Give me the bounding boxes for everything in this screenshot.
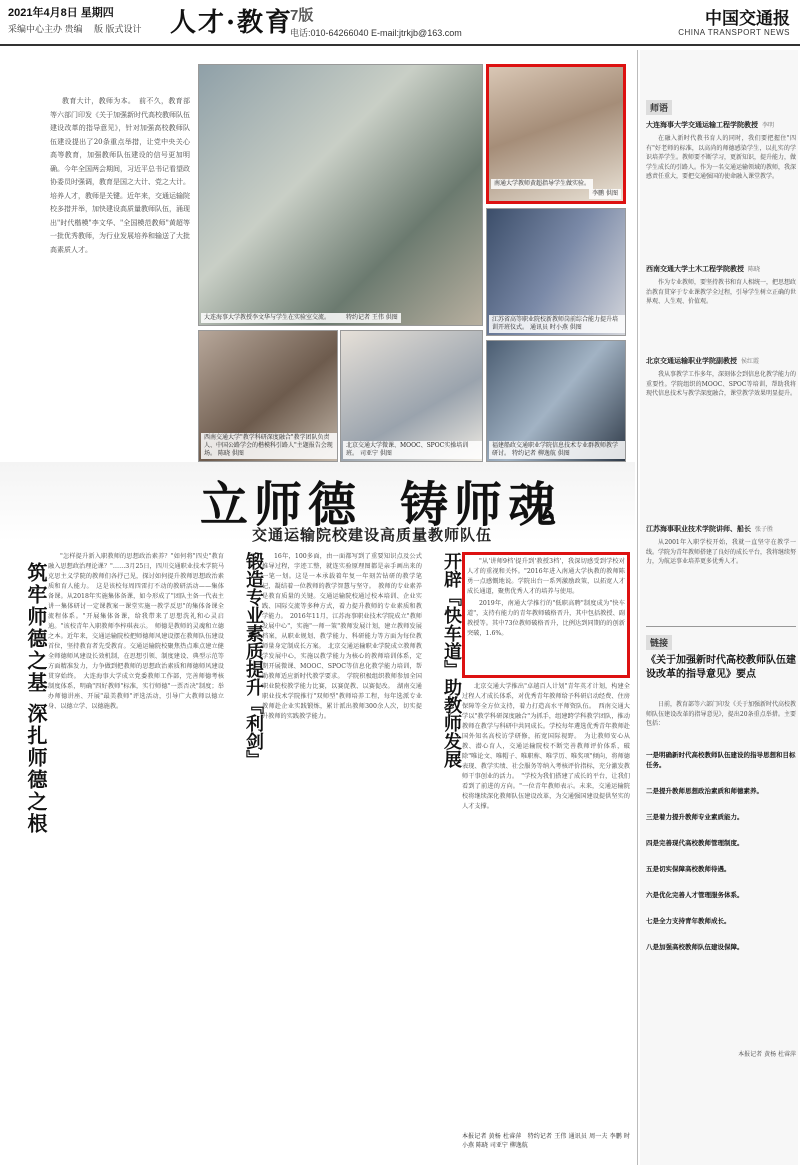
list-item: 三是着力提升教师专业素质能力。 <box>646 813 744 821</box>
photo-li-wenhua <box>198 64 483 326</box>
quote-1-text: 在融入新时代教书育人的同时，我们要把握住"四有"好老师的标准，以高尚的师德感染学生，以扎实的学识培养学生。教师要不断学习，更新知识，提升能力，做学生成长的引路人。作为一名交通运输领域的教师，我深感责任重大，要把交通强国的使命融入课堂教学。 <box>646 135 796 180</box>
list-item: 四是完善现代高校教师管理制度。 <box>646 839 744 847</box>
link-items-list <box>646 750 796 968</box>
list-item: 一是明确新时代高校教师队伍建设的指导思想和目标任务。 <box>646 751 796 769</box>
quote-3-head: 北京交通运输职业学院副教授 侯红霞 <box>646 357 760 365</box>
photo-caption: 福建船政交通职业学院信息技术专业群教师教学研讨。 特约记者 柳逸航 供图 <box>489 441 625 459</box>
link-intro: 日前，教育部等六部门印发《关于加强新时代高校教师队伍建设改革的指导意见》，提出20条重点举措。主要包括： <box>646 701 796 727</box>
article-credits: 本报记者 黄杨 杜睿萍 特约记者 王伟 通讯员 周一夫 李鹏 时小燕 陈晓 司亚宁 柳逸航 <box>462 1133 630 1149</box>
photo-bjtu-mooc <box>340 330 483 462</box>
photo-swjtu-report <box>198 330 338 462</box>
intro-text: 教育大计，教师为本。 前不久，教育部等六部门印发《关于加强新时代高校教师队伍建设改革的指导意见》，针对加强高校教师队伍建设提出了20条重点举措，让党中央关心高等教育，加强教师队伍建设的信号更加明确。今年全国两会期间，习近平总书记看望政协委员时强调，教育是国之大计、党之大计。培养人才，教师是关键。近年来，交通运输院校多措并举，加快建设高质量教师队伍，涌现出"时代楷模"李文华、"全国模范教师"黄超等一批优秀教师，为行业发展培养和输送了大批高素质人才。 <box>50 97 190 254</box>
photo-huang-chao <box>486 64 626 204</box>
column-3-text: 北京交通大学推出"卓越百人计划"青年英才计划，构建全过程人才成长体系，对优秀青年教师给予科研启动经费、住房保障等全方位支持，着力打造高水平师资队伍。 西南交通大学以"教学科研深度融合"为抓手，组建跨学科教学团队，推动教师在教学与科研中共同成长。学校每年遴选优秀青年教师赴国外知名高校访学研修，拓宽国际视野。 为让教师安心从教、潜心育人，交通运输院校不断完善教师评价体系，破除"唯论文、唯帽子、唯职称、唯学历、唯奖项"倾向，将师德表现、教学实绩、社会服务等纳入考核评价指标，充分激发教师干事创业的活力。 "学校为我们搭建了成长的平台，让我们看到了前进的方向。"一位青年教师表示。未来，交通运输院校将继续深化教师队伍建设改革，为交通强国建设提供坚实的人才支撑。 <box>462 683 630 810</box>
highlight-para-1: "从'讲师9档'提升到'教授3档'，我深切感受到学校对人才的重视和关怀。"2016年进入南通大学执教的教师陈勇一点感慨地说。学院出台一系列激励政策，以拓宽人才成长通道，聚焦优秀人才的培养与使用。 <box>467 558 625 595</box>
section-title: 人才·教育 <box>170 8 294 38</box>
list-item: 八是加强高校教师队伍建设保障。 <box>646 943 744 951</box>
contact-info: 电话:010-64266040 E-mail:jtrkjb@163.com <box>290 28 462 38</box>
page-header <box>0 0 800 46</box>
page-number: 7版 <box>290 7 314 24</box>
photo-caption: 南通大学教师黄超指导学生做实验。 <box>491 179 593 189</box>
editor-credits: 采编中心主办 贵编 版 版式设计 <box>8 24 142 34</box>
link-credit: 本报记者 黄杨 杜睿萍 <box>738 1051 796 1058</box>
photo-fujian-seminar <box>486 340 626 462</box>
photo-caption: 大连海事大学教授李文华与学生在实验室交流。 特约记者 王伟 供图 <box>201 313 401 323</box>
sidebar-tag-link: 链接 <box>646 635 672 650</box>
column-1-text: "怎样提升新入职教师的思想政治素养？"如何将"四史"教育融入思想政治理论课？"……3月25日，四川交通职业技术学院马克思主义学院的教师们各抒己见，探讨如何提升教师思想政治素质和育人能力。 这是该校每周四雷打不动的教研活动——集体备课。从2018年实施集体备课，如今形成了"团队主备一代表主讲一集体研讨一定课教案一课堂实施一教学反思"的集体备课全流程体系。"开展集体备课，给我带来了思想洗礼和心灵启迪。"该校青年入职教师李梓琪表示。 师德是教师的灵魂和立德之本。近年来，交通运输院校把师德师风建设摆在教师队伍建设首位，坚持教育者先受教育。交通运输院校聚焦热点难点建立健全师德师风建设长效机制，在思想引领、制度建设、典型示范等方面精准发力，力争做到把教师的思想政治素质和师德师风建设贯穿始终。 大连海事大学成立党委教师工作部，完善师德考核制度体系，明确"四好教师"标准，实行师德"一票否决"制度；举办师德讲座、开展"最美教师"评选活动，引导广大教师以德立身、以德立学、以德施教。 <box>48 553 224 710</box>
section-title-3: 开辟『快车道』助教师发展 <box>441 552 462 768</box>
column-2-text: 16年，100多面，由一面都写到了重要知识点及公式推导过程，字迹工整，就连实验原理图都是亲手画出来的一笔一划。这是一本承载着年复一年刻苦钻研的教学笔记，凝结着一位教师的教学智慧与坚守。 教师的专业素养是教育质量的关键。交通运输院校通过校本培训、企业实践、国际交流等多种方式，着力提升教师的专业素质和教学能力。 2016年11月，江苏海事职业技术学院成立"教师发展中心"，实施"一师一策"教师发展计划，建立教师发展档案，从职业规划、教学能力、科研能力等方面为每位教师量身定制成长方案。 北京交通运输职业学院成立教师教学发展中心，实施以教学能力为核心的教师培训体系，定期开展微课、MOOC、SPOC等信息化教学能力培训，帮助教师适应新时代教学要求。 学院积极组织教师参加全国职业院校教学能力比赛，以赛促教、以赛促改。 湖南交通职业技术学院推行"双师型"教师培养工程，每年选派专业教师赴企业实践锻炼，累计派出教师300余人次，切实提升教师的实践教学能力。 <box>262 553 422 720</box>
link-title: 《关于加强新时代高校教师队伍建设改革的指导意见》要点 <box>646 655 796 680</box>
quote-4-head: 江苏海事职业技术学院讲师、船长 张子胜 <box>646 525 774 533</box>
headline-part-2: 铸师魂 <box>400 477 563 533</box>
quote-2-head: 西南交通大学土木工程学院教授 陈晓 <box>646 265 761 273</box>
quote-2-text: 作为专业教师，要坚持教书和育人相统一，把思想政治教育贯穿于专业课教学全过程，引导学生树立正确的世界观、人生观、价值观。 <box>646 279 796 305</box>
photo-caption: 北京交通大学微课、MOOC、SPOC实操培训班。 司亚宁 供图 <box>343 441 482 459</box>
newspaper-logo: 中国交通报 <box>705 9 790 29</box>
quote-4-text: 从2001年入职学校开始，我就一直坚守在教学一线。学院为青年教师搭建了良好的成长平台，我将继续努力，为航运事业培养更多优秀人才。 <box>646 539 796 565</box>
highlight-para-2: 2019年，南通大学推行的"低职高聘"制度成为"快车道"，支持有能力的青年教师破格晋升，其中包括教授、副教授等。其中73位教师破格晋升，比例达到同期的的创新突破，1.6%。 <box>467 600 625 637</box>
sidebar-rule <box>646 626 796 627</box>
photo-caption: 江苏省高等职业院校新教师岗前综合能力提升培训开班仪式。 通讯员 时小燕 供图 <box>489 315 625 333</box>
section-title-2: 锻造专业素质提升『利剑』 <box>243 552 264 768</box>
list-item: 七是全力支持青年教师成长。 <box>646 917 731 925</box>
list-item: 五是切实保障高校教师待遇。 <box>646 865 731 873</box>
sidebar-divider <box>637 50 638 1165</box>
headline-part-1: 立师德 <box>200 477 363 533</box>
photo-caption: 西南交通大学"教学科研深度融合"教学团队负责人、中国公路学会的楷模科引路人"主题报告会现场。 陈晓 供图 <box>201 433 337 459</box>
list-item: 二是提升教师思想政治素质和师德素养。 <box>646 787 763 795</box>
sub-headline: 交通运输院校建设高质量教师队伍 <box>252 526 493 544</box>
quote-1-head: 大连海事大学交通运输工程学院教授 李明 <box>646 121 775 129</box>
issue-date: 2021年4月8日 星期四 <box>8 7 114 19</box>
sidebar-tag-quotes: 师语 <box>646 100 672 115</box>
photo-jiangsu-training <box>486 208 626 336</box>
banner <box>0 462 635 542</box>
highlighted-quote-box <box>462 552 630 678</box>
newspaper-logo-en: CHINA TRANSPORT NEWS <box>678 28 790 37</box>
list-item: 六是优化完善人才管理服务体系。 <box>646 891 744 899</box>
quote-3-text: 我从事教学工作多年，深刻体会到信息化教学能力的重要性。学院组织的MOOC、SPOC等培训，帮助我将现代信息技术与教学深度融合，课堂教学效果明显提升。 <box>646 371 796 397</box>
section-title-1: 筑牢师德之基 深扎师德之根 <box>24 562 48 835</box>
photo-credit: 李鹏 供图 <box>589 189 621 199</box>
sidebar <box>640 50 798 1165</box>
